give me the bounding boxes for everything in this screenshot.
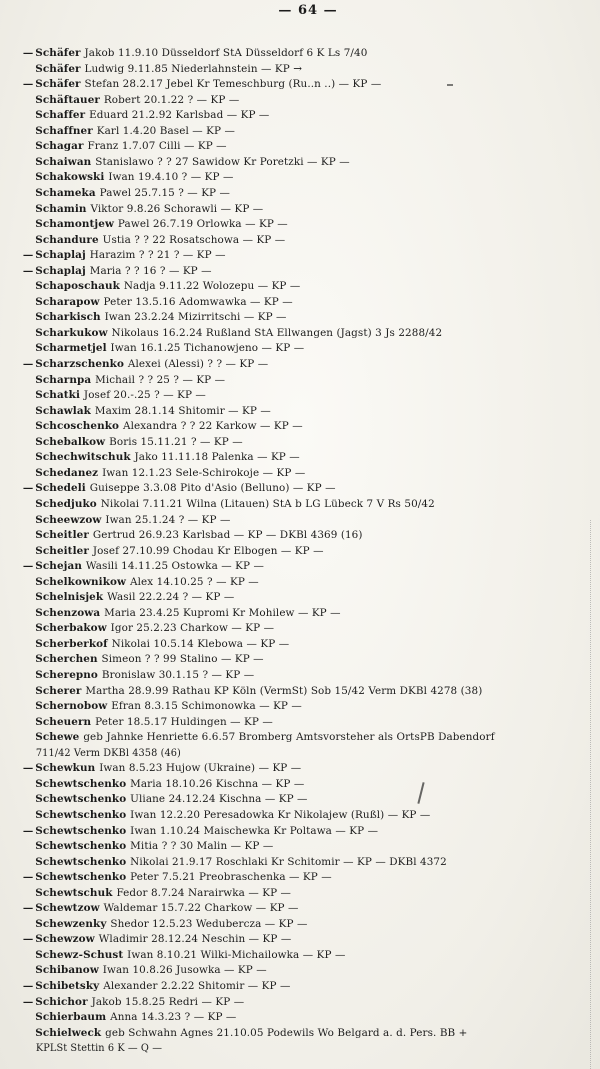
list-item <box>0 327 588 340</box>
entry-details: Alexander 2.2.22 Shitomir — KP — <box>103 980 291 992</box>
entry-marker: — <box>22 871 34 884</box>
entry-surname: Schewtschenko <box>35 871 127 884</box>
entry-surname: Schelkownikow <box>35 575 127 588</box>
entry-surname: Schibanow <box>35 964 99 977</box>
entry-surname: Schedjuko <box>35 497 97 510</box>
entry-details: Wladimir 28.12.24 Neschin — KP — <box>98 933 292 946</box>
list-item <box>0 451 588 464</box>
entry-details: Wasil 22.2.24 ? — KP — <box>107 591 235 604</box>
entry-surname: Schamin <box>35 202 87 215</box>
list-item <box>0 980 588 993</box>
entry-details: Guiseppe 3.3.08 Pito d'Asio (Belluno) — KP — <box>89 482 336 495</box>
entry-surname: Schelnisjek <box>35 591 104 604</box>
entry-details: Pawel 26.7.19 Orlowka — KP — <box>117 218 288 231</box>
list-item <box>0 280 588 293</box>
list-item <box>0 638 588 651</box>
entry-surname: Schenzowa <box>35 606 101 619</box>
entry-surname: Scherepno <box>35 669 98 681</box>
entry-surname: Schewtschenko <box>35 824 127 837</box>
entry-details: Shedor 12.5.23 Wedubercza — KP — <box>110 917 308 930</box>
entry-surname: Schcoschenko <box>35 420 120 433</box>
list-item <box>0 622 588 635</box>
entry-details: Jakob 11.9.10 Düsseldorf StA Düsseldorf 6 K Ls 7/40 <box>84 47 368 59</box>
list-item <box>0 405 588 418</box>
entry-details: Bronislaw 30.1.15 ? — KP — <box>101 669 255 681</box>
entry-surname: Scharnpa <box>35 373 92 386</box>
entry-surname: Schäfer <box>35 47 81 59</box>
entry-details: Robert 20.1.22 ? — KP — <box>103 93 240 106</box>
entry-surname: Schawlak <box>35 404 91 417</box>
entry-details: Waldemar 15.7.22 Charkow — KP — <box>103 902 299 915</box>
list-item <box>0 358 588 371</box>
list-item <box>0 762 588 775</box>
entry-details: Iwan 12.2.20 Peresadowka Kr Nikolajew (Rußl) — KP — <box>130 808 431 821</box>
entry-marker: — <box>22 560 34 573</box>
entry-surname: Schewz-Schust <box>35 948 124 961</box>
entry-details: 711/42 Verm DKBl 4358 (46) <box>35 746 181 759</box>
list-item <box>0 685 588 698</box>
entry-surname: Schernobow <box>35 700 108 713</box>
entry-details: Iwan 19.4.10 ? — KP — <box>108 171 234 184</box>
list-item <box>0 109 588 122</box>
entry-marker: — <box>22 995 34 1008</box>
list-item <box>0 63 588 76</box>
entry-surname: Schewtschenko <box>35 777 127 790</box>
list-item <box>0 311 588 324</box>
entry-surname: Scharkisch <box>35 311 101 324</box>
list-item <box>0 856 588 869</box>
list-item <box>0 825 588 838</box>
entry-surname: Schielweck <box>35 1026 102 1039</box>
list-item <box>0 171 588 184</box>
entry-surname: Schagar <box>35 140 84 153</box>
entry-marker: — <box>22 933 34 946</box>
entry-details: Alex 14.10.25 ? — KP — <box>130 575 259 588</box>
entry-details: Wasili 14.11.25 Ostowka — KP — <box>85 560 264 573</box>
entry-details: Alexandra ? ? 22 Karkow — KP — <box>122 420 303 433</box>
list-item <box>0 249 588 262</box>
list-item <box>0 498 588 511</box>
entry-details: Fedor 8.7.24 Narairwka — KP — <box>116 886 292 899</box>
entry-details: Maria 18.10.26 Kischna — KP — <box>130 777 305 790</box>
entry-surname: Schewkun <box>35 762 96 775</box>
entry-details: Gertrud 26.9.23 Karlsbad — KP — DKBl 4369 (16) <box>92 529 363 542</box>
list-item <box>0 576 588 589</box>
list-item <box>0 467 588 480</box>
list-item <box>0 187 588 200</box>
entry-surname: Schatki <box>35 389 81 402</box>
scan-margin-edge <box>590 520 600 1069</box>
entry-marker: — <box>22 980 34 992</box>
entry-surname: Schichor <box>35 995 88 1008</box>
entry-surname: Scherer <box>35 684 82 697</box>
list-item <box>0 545 588 558</box>
entry-surname: Scharapow <box>35 295 100 308</box>
list-item <box>0 560 588 573</box>
list-item <box>0 420 588 433</box>
list-item <box>0 1027 588 1040</box>
entry-surname: Schewzow <box>35 933 95 946</box>
entry-surname: Schewtschuk <box>35 886 113 899</box>
list-item <box>0 996 588 1009</box>
list-item <box>0 918 588 931</box>
entry-details: Nikolaus 16.2.24 Rußland StA Ellwangen (Jagst) 3 Js 2288/42 <box>111 326 443 339</box>
entry-surname: Schewe <box>35 731 80 744</box>
entry-details: Harazim ? ? 21 ? — KP — <box>89 249 226 262</box>
entry-marker: — <box>22 902 34 915</box>
entry-surname: Scherchen <box>35 653 98 666</box>
entry-marker: — <box>22 249 34 262</box>
entry-details: Iwan 23.2.24 Mizirritschi — KP — <box>104 311 287 324</box>
entry-surname: Schewtschenko <box>35 793 127 806</box>
entry-continuation <box>0 747 588 760</box>
entry-details: geb Schwahn Agnes 21.10.05 Podewils Wo Belgard a. d. Pers. BB + <box>105 1026 468 1039</box>
entry-details: Ludwig 9.11.85 Niederlahnstein — KP → <box>84 62 303 75</box>
entry-details: Peter 18.5.17 Huldingen — KP — <box>95 715 273 728</box>
list-item <box>0 591 588 604</box>
list-item <box>0 1011 588 1024</box>
entry-details: Nikolai 10.5.14 Klebowa — KP — <box>111 637 290 650</box>
entry-details: Pawel 25.7.15 ? — KP — <box>99 186 231 199</box>
list-item <box>0 529 588 542</box>
entry-details: Iwan 1.10.24 Maischewka Kr Poltawa — KP — <box>130 824 379 837</box>
entry-surname: Schejan <box>35 560 82 573</box>
entry-surname: Schibetsky <box>35 980 100 992</box>
list-item <box>0 887 588 900</box>
list-item <box>0 964 588 977</box>
entry-details: Michail ? ? 25 ? — KP — <box>95 373 226 386</box>
entry-details: Maria 23.4.25 Kupromi Kr Mohilew — KP — <box>104 606 341 619</box>
entry-surname: Schewzenky <box>35 917 107 930</box>
entry-surname: Schewtschenko <box>35 808 127 821</box>
entry-surname: Schamontjew <box>35 218 115 231</box>
entry-details: Iwan 25.1.24 ? — KP — <box>105 513 231 526</box>
entry-marker: — <box>22 264 34 277</box>
entry-marker: — <box>22 824 34 837</box>
entry-surname: Schandure <box>35 233 99 246</box>
list-item <box>0 389 588 402</box>
entry-surname: Schaplaj <box>35 249 86 262</box>
entry-details: Uliane 24.12.24 Kischna — KP — <box>130 793 308 806</box>
entry-surname: Schewtzow <box>35 902 100 915</box>
list-item <box>0 125 588 138</box>
list-item <box>0 700 588 713</box>
entry-surname: Schebalkow <box>35 435 106 448</box>
list-item <box>0 809 588 822</box>
entry-surname: Schaiwan <box>35 155 92 168</box>
entry-surname: Schewtschenko <box>35 855 127 868</box>
entry-details: Ustia ? ? 22 Rosatschowa — KP — <box>102 233 286 246</box>
entry-details: Stefan 28.2.17 Jebel Kr Temeschburg (Ru..n ..) — KP — <box>84 78 382 91</box>
list-item <box>0 78 588 91</box>
entry-details: Nadja 9.11.22 Wolozepu — KP — <box>123 280 301 293</box>
list-item <box>0 949 588 962</box>
entry-details: Viktor 9.8.26 Schorawli — KP — <box>90 202 264 215</box>
entry-details: Anna 14.3.23 ? — KP — <box>110 1011 237 1024</box>
entry-details: Iwan 10.8.26 Jusowka — KP — <box>102 964 267 977</box>
entry-details: Josef 20.-.25 ? — KP — <box>83 389 206 402</box>
list-item <box>0 514 588 527</box>
entry-surname: Scherberkof <box>35 637 108 650</box>
entry-details: Peter 7.5.21 Preobraschenka — KP — <box>130 871 332 884</box>
entry-details: Franz 1.7.07 Cilli — KP — <box>87 140 227 153</box>
entry-details: Karl 1.4.20 Basel — KP — <box>96 124 235 137</box>
list-item <box>0 778 588 791</box>
entry-surname: Schaffer <box>35 109 86 122</box>
entry-marker: — <box>22 47 34 59</box>
entry-details: Mitia ? ? 30 Malin — KP — <box>130 840 274 853</box>
entry-surname: Schakowski <box>35 171 105 184</box>
entry-details: Martha 28.9.99 Rathau KP Köln (VermSt) Sob 15/42 Verm DKBl 4278 (38) <box>85 684 483 697</box>
list-item <box>0 607 588 620</box>
entry-details: Stanislawo ? ? 27 Sawidow Kr Poretzki — KP — <box>95 155 350 168</box>
entry-surname: Scheuern <box>35 715 92 728</box>
entry-surname: Schedanez <box>35 466 99 479</box>
entry-surname: Schaposchauk <box>35 280 120 293</box>
list-item <box>0 902 588 915</box>
list-item <box>0 218 588 231</box>
entry-details: geb Jahnke Henriette 6.6.57 Bromberg Amtsvorsteher als OrtsPB Dabendorf <box>83 731 495 744</box>
list-item <box>0 653 588 666</box>
entry-details: Igor 25.2.23 Charkow — KP — <box>110 622 275 635</box>
entry-surname: Schameka <box>35 186 96 199</box>
entry-surname: Scheitler <box>35 529 89 542</box>
entry-surname: Scherbakow <box>35 622 107 635</box>
entry-details: Jakob 15.8.25 Redri — KP — <box>91 995 245 1008</box>
entry-details: Nikolai 21.9.17 Roschlaki Kr Schitomir — KP — DKBl 4372 <box>130 855 447 868</box>
list-item <box>0 296 588 309</box>
entry-surname: Schedeli <box>35 482 86 495</box>
entry-details: Iwan 12.1.23 Sele-Schirokoje — KP — <box>102 466 306 479</box>
page-number: — 64 — <box>278 3 338 18</box>
entry-surname: Scheitler <box>35 544 89 557</box>
entry-surname: Scheewzow <box>35 513 102 526</box>
entry-details: Maxim 28.1.14 Shitomir — KP — <box>94 404 271 417</box>
entry-details: Efran 8.3.15 Schimonowka — KP — <box>111 700 302 713</box>
entry-marker: — <box>22 78 34 91</box>
entry-details: Josef 27.10.99 Chodau Kr Elbogen — KP — <box>92 544 324 557</box>
list-item <box>0 933 588 946</box>
list-item <box>0 342 588 355</box>
entry-surname: Schäfer <box>35 78 81 91</box>
list-item <box>0 374 588 387</box>
entry-surname: Schierbaum <box>35 1011 107 1024</box>
list-item <box>0 47 588 60</box>
entry-details: Jako 11.11.18 Palenka — KP — <box>134 451 300 464</box>
list-item <box>0 716 588 729</box>
entry-surname: Schechwitschuk <box>35 451 131 464</box>
entry-details: KPLSt Stettin 6 K — Q — <box>35 1042 163 1055</box>
entry-surname: Schewtschenko <box>35 840 127 853</box>
list-item <box>0 793 588 806</box>
list-item <box>0 669 588 682</box>
entry-continuation <box>0 1042 588 1055</box>
list-item <box>0 840 588 853</box>
list-item <box>0 482 588 495</box>
entry-surname: Scharmetjel <box>35 342 107 355</box>
entry-details: Peter 13.5.16 Adomwawka — KP — <box>103 295 293 308</box>
list-item <box>0 94 588 107</box>
scan-artifact <box>447 84 453 86</box>
list-item <box>0 140 588 153</box>
list-item <box>0 234 588 247</box>
list-item <box>0 156 588 169</box>
entry-details: Iwan 8.10.21 Wilki-Michailowka — KP — <box>127 948 346 961</box>
entry-details: Nikolai 7.11.21 Wilna (Litauen) StA b LG Lübeck 7 V Rs 50/42 <box>100 497 435 510</box>
entry-details: Iwan 8.5.23 Hujow (Ukraine) — KP — <box>99 762 302 775</box>
entry-details: Simeon ? ? 99 Stalino — KP — <box>101 653 264 666</box>
entry-surname: Scharkukow <box>35 326 108 339</box>
entry-details: Iwan 16.1.25 Tichanowjeno — KP — <box>110 342 305 355</box>
entry-surname: Schaffner <box>35 124 93 137</box>
entry-details: Alexei (Alessi) ? ? — KP — <box>127 358 269 370</box>
entry-surname: Schäftauer <box>35 93 100 106</box>
entry-surname: Scharzschenko <box>35 358 125 370</box>
entry-marker: — <box>22 358 34 370</box>
entry-details: Boris 15.11.21 ? — KP — <box>109 435 243 448</box>
entry-marker: — <box>22 762 34 775</box>
entry-details: Maria ? ? 16 ? — KP — <box>89 264 212 277</box>
entry-surname: Schaplaj <box>35 264 86 277</box>
list-item <box>0 436 588 449</box>
entry-details: Eduard 21.2.92 Karlsbad — KP — <box>89 109 270 122</box>
list-item <box>0 203 588 216</box>
list-item <box>0 265 588 278</box>
entry-marker: — <box>22 482 34 495</box>
list-item <box>0 871 588 884</box>
entry-surname: Schäfer <box>35 62 81 75</box>
list-item <box>0 731 588 744</box>
